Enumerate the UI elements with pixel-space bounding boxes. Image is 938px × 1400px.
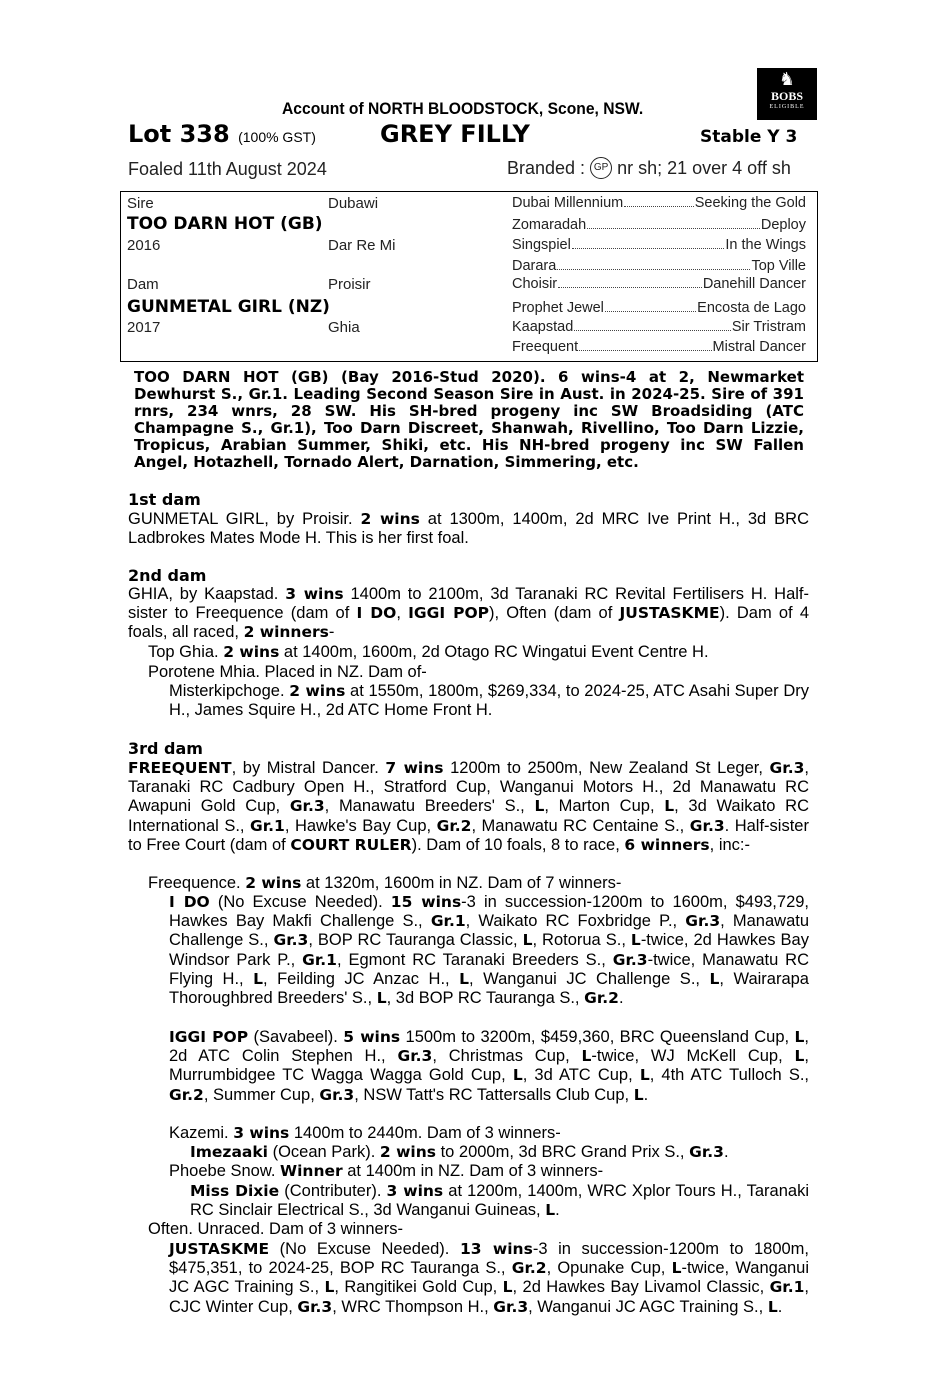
ped-g3-row: Singspiel In the Wings <box>512 237 806 253</box>
ped-g3-row: Dubai Millennium Seeking the Gold <box>512 195 806 211</box>
bobs-logo <box>757 68 817 120</box>
ped-g3-row: Choisir Danehill Dancer <box>512 276 806 292</box>
progeny-porotene-mhia: Porotene Mhia. Placed in NZ. Dam of- <box>148 663 427 681</box>
sire-label: Sire <box>127 195 154 212</box>
progeny-kazemi: Kazemi. 3 wins 1400m to 2440m. Dam of 3 winners- <box>169 1124 561 1142</box>
heading-1st-dam: 1st dam <box>128 490 201 509</box>
logo-text: BOBS <box>770 89 803 103</box>
ped-g3-row: Freequent Mistral Dancer <box>512 339 806 355</box>
sire-dam: Dar Re Mi <box>328 237 396 254</box>
brand-info: Branded : GP nr sh; 21 over 4 off sh <box>507 158 791 178</box>
progeny-freequence: Freequence. 2 wins at 1320m, 1600m in NZ. Dam of 7 winners- <box>148 874 622 892</box>
dam-year: 2017 <box>127 319 161 336</box>
progeny-phoebe-snow: Phoebe Snow. Winner at 1400m in NZ. Dam of 3 winners- <box>169 1162 604 1180</box>
stable-location: Stable Y 3 <box>700 127 798 147</box>
dam-name: GUNMETAL GIRL (NZ) <box>127 297 330 317</box>
ped-g3-row: Darara Top Ville <box>512 258 806 274</box>
ped-g3-row: Kaapstad Sir Tristram <box>512 319 806 335</box>
progeny-miss-dixie: Miss Dixie (Contributer). 3 wins at 1200m, 1400m, WRC Xplor Tours H., Taranaki RC Sinclair Electrical S., 3d Wanganui Guineas, L. <box>190 1182 809 1220</box>
progeny-often: Often. Unraced. Dam of 3 winners- <box>148 1220 403 1238</box>
second-dam-para: GHIA, by Kaapstad. 3 wins 1400m to 2100m, 3d Taranaki RC Revital Fertilisers H. Half-sister to Freequence (dam of I DO, IGGI POP), Often (dam of JUSTASKME). Dam of 4 foals, all raced, 2 winners- <box>128 585 810 642</box>
ped-g3-row: Prophet Jewel Encosta de Lago <box>512 300 806 316</box>
dam-dam: Ghia <box>328 319 360 336</box>
logo-subtext: ELIGIBLE <box>769 104 805 110</box>
first-dam-para: GUNMETAL GIRL, by Proisir. 2 wins at 1300m, 1400m, 2d MRC Ive Print H., 3d BRC Ladbrokes Mates Mode H. This is her first foal. <box>128 510 809 548</box>
lot-number: Lot 338 (100% GST) <box>128 120 316 148</box>
lot-sex-colour: GREY FILLY <box>380 120 530 148</box>
ped-g3-row: Zomaradah Deploy <box>512 217 806 233</box>
progeny-top-ghia: Top Ghia. 2 wins at 1400m, 1600m, 2d Otago RC Wingatui Event Centre H. <box>148 643 709 661</box>
progeny-iggi-pop: IGGI POP (Savabeel). 5 wins 1500m to 3200m, $459,360, BRC Queensland Cup, L, 2d ATC Colin Stephen H., Gr.3, Christmas Cup, L-twice, WJ McKell Cup, L, Murrumbidgee TC Wagga Wagga Gold Cup, L, 3d ATC Cup, L, 4th ATC Tulloch S., Gr.2, Summer Cup, Gr.3, NSW Tatt's RC Tattersalls Club Cup, L. <box>169 1028 810 1104</box>
progeny-justaskme: JUSTASKME (No Excuse Needed). 13 wins-3 in succession-1200m to 1800m, $475,351, to 2024-25, BOP RC Tauranga S., Gr.2, Opunake Cup, L-twice, Wanganui JC AGC Training S., L, Rangitikei Gold Cup, L, 2d Hawkes Bay Livamol Classic, Gr.1, CJC Winter Cup, Gr.3, WRC Thompson H., Gr.3, Wanganui JC AGC Training S., L. <box>169 1240 810 1316</box>
sire-name: TOO DARN HOT (GB) <box>127 214 323 234</box>
third-dam-para: FREEQUENT, by Mistral Dancer. 7 wins 1200m to 2500m, New Zealand St Leger, Gr.3, Taranaki RC Cadbury Open H., Stratford Cup, Wanganui Motors H., 2d Manawatu RC Awapuni Gold Cup, Gr.3, Manawatu Breeders' S., L, Marton Cup, L, 3d Waikato RC International S., Gr.1, Hawke's Bay Cup, Gr.2, Manawatu RC Centaine S., Gr.3. Half-sister to Free Court (dam of COURT RULER). Dam of 10 foals, 8 to race, 6 winners, inc:- <box>128 759 809 854</box>
progeny-misterkipchoge: Misterkipchoge. 2 wins at 1550m, 1800m, $269,334, to 2024-25, ATC Asahi Super Dry H., James Squire H., 2d ATC Home Front H. <box>169 682 809 720</box>
progeny-imezaaki: Imezaaki (Ocean Park). 2 wins to 2000m, 3d BRC Grand Prix S., Gr.3. <box>190 1143 729 1161</box>
dam-sire: Proisir <box>328 276 371 293</box>
horse-icon: ♞ <box>778 69 796 89</box>
progeny-i-do: I DO (No Excuse Needed). 15 wins-3 in succession-1200m to 1600m, $493,729, Hawkes Bay Makfi Challenge S., Gr.1, Waikato RC Foxbridge P., Gr.3, Manawatu Challenge S., Gr.3, BOP RC Tauranga Classic, L, Rotorua S., L-twice, 2d Hawkes Bay Windsor Park P., Gr.1, Egmont RC Taranaki Breeders S., Gr.3-twice, Manawatu RC Flying H., L, Feilding JC Anzac H., L, Wanganui JC Challenge S., L, Wairarapa Thoroughbred Breeders' S., L, 3d BOP RC Tauranga S., Gr.2. <box>169 893 810 1008</box>
dam-label: Dam <box>127 276 159 293</box>
sire-year: 2016 <box>127 237 161 254</box>
foaling-date: Foaled 11th August 2024 <box>128 159 327 179</box>
brand-mark: GP <box>590 157 612 179</box>
vendor-account: Account of NORTH BLOODSTOCK, Scone, NSW. <box>282 99 644 118</box>
sire-sire: Dubawi <box>328 195 379 212</box>
pedigree-table <box>120 191 818 362</box>
heading-3rd-dam: 3rd dam <box>128 739 203 758</box>
heading-2nd-dam: 2nd dam <box>128 566 207 585</box>
sire-summary: TOO DARN HOT (GB) (Bay 2016-Stud 2020). 6 wins-4 at 2, Newmarket Dewhurst S., Gr.1. Leading Second Season Sire in Aust. in 2024-25. Sire of 391 rnrs, 234 wnrs, 28 SW. His SH-bred progeny inc SW Broadsiding (ATC Champagne S., Gr.1), Too Darn Discreet, Shanwah, Rivellino, Too Darn Lizzie, Tropicus, Arabian Summer, Shiki, etc. His NH-bred progeny inc SW Fallen Angel, Hotazhell, Tornado Alert, Darnation, Simmering, etc. <box>134 368 804 471</box>
